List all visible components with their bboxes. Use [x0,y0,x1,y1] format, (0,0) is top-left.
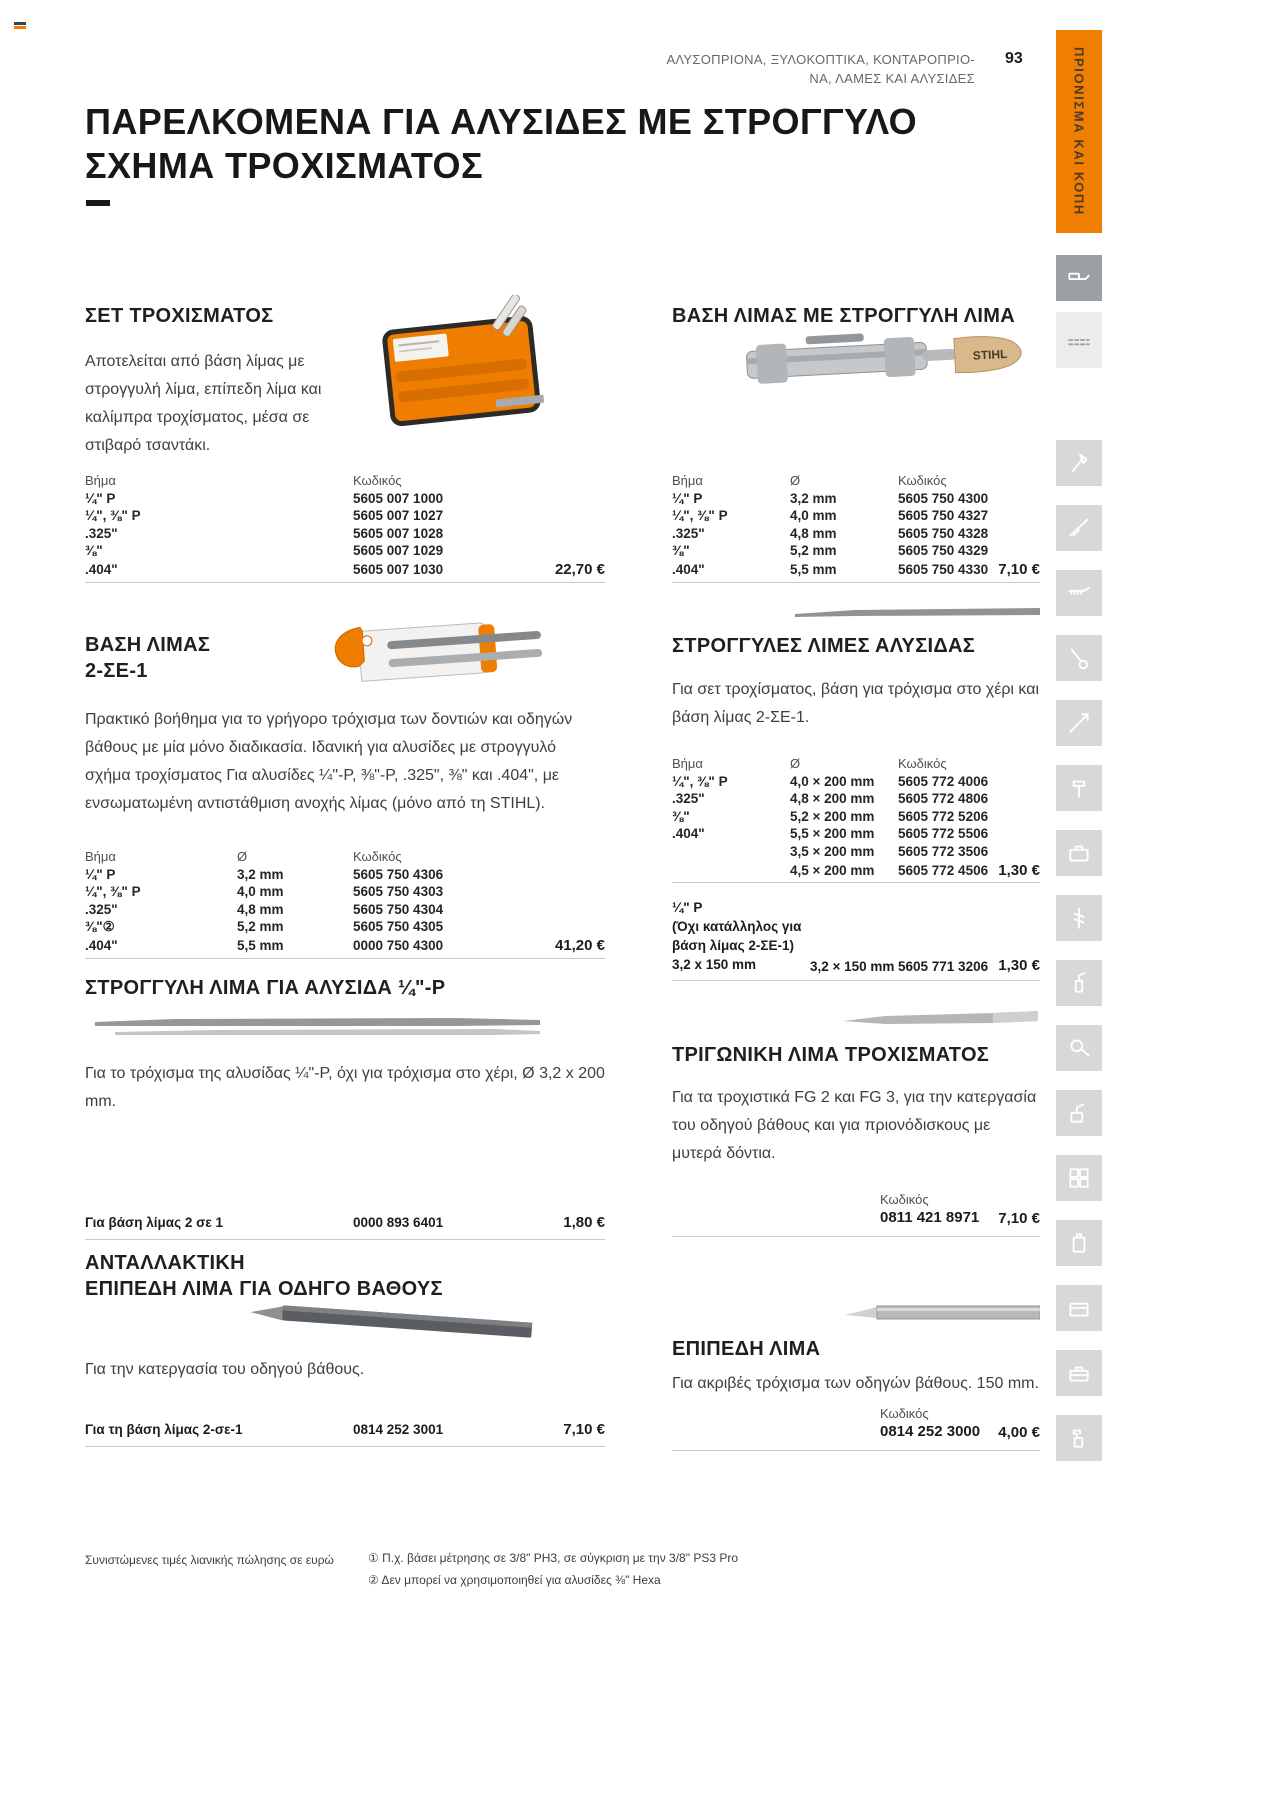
cell-step: ¼", ⅜" P [85,884,141,900]
sidebar-tab-label: ΠΡΙΟΝΙΣΜΑ ΚΑΙ ΚΟΠΗ [1071,47,1087,216]
cell-step: ¼" P [85,866,116,882]
cell-code: 5605 772 3506 [898,843,989,859]
section-desc-flat: Για ακριβές τρόχισμα των οδηγών βάθους. 150 mm. [672,1375,1039,1392]
sprayer-icon[interactable] [1056,960,1102,1006]
cell-step: ⅜" [85,543,103,559]
col-header-step: Βήμα [85,473,116,488]
section-title-sharpening-set: ΣΕΤ ΤΡΟΧΙΣΜΑΤΟΣ [85,305,274,327]
carrying-case-icon[interactable] [1056,830,1102,876]
category-line1: ΑΛΥΣΟΠΡΙΟΝΑ, ΞΥΛΟΚΟΠΤΙΚΑ, ΚΟΝΤΑΡΟΠΡΙΟ- [666,52,975,67]
col-header-step: Βήμα [672,756,703,771]
cell-diameter: 4,8 mm [237,901,284,917]
cell-code: 5605 772 4806 [898,791,989,807]
row-code: 0814 252 3001 [353,1422,444,1437]
table-row [672,791,1040,809]
table-row [672,508,1040,526]
table-row [85,902,605,920]
cell-step: ⅜" [672,543,690,559]
cell-code: 5605 007 1029 [353,543,444,559]
table-row [672,526,1040,544]
table-row [672,491,1040,509]
cell-step: .325" [85,525,118,541]
cell-code: 5605 750 4327 [898,508,989,524]
cell-step: ¼", ⅜" P [85,508,141,524]
section-desc-sharpening-set: Αποτελείται από βάση λίμας με στρογγυλή λίμα, επίπεδη λίμα και καλίμπρα τροχίσματος, μέσα σε στιβαρό τσαντάκι. [85,353,322,454]
table-row [85,937,605,955]
pole-pruner-icon[interactable] [1056,700,1102,746]
row-label: Για τη βάση λίμας 2-σε-1 [85,1422,243,1437]
table-header [672,473,1040,491]
section-desc-round-files: Για σετ τροχίσματος, βάση για τρόχισμα στο χέρι και βάση λίμας 2-ΣΕ-1. [672,681,1040,726]
round-files-special-row [672,898,1040,974]
cell-diameter: 5,5 mm [237,937,284,953]
section-title-spare-flat-line2: ΕΠΙΠΕΔΗ ΛΙΜΑ ΓΙΑ ΟΔΗΓΟ ΒΑΘΟΥΣ [85,1278,443,1300]
section-desc-triangular: Για τα τροχιστικά FG 2 και FG 3, για την κατεργασία του οδηγού βάθους και για πριονόδισκους με μυτερά δόντια. [672,1089,1037,1162]
hand-file-icon[interactable] [1056,505,1102,551]
cell-step: ⅜"② [85,919,115,935]
spray-bottle-icon[interactable] [1056,1415,1102,1461]
product-row [85,1421,605,1438]
section-title-2in1-line2: 2-ΣΕ-1 [85,660,148,682]
divider [85,582,605,583]
table-row [672,543,1040,561]
cell-code: 5605 750 4329 [898,543,989,559]
row-price: 1,80 € [563,1214,605,1231]
cell-code: 5605 772 5206 [898,808,989,824]
cell-code: 5605 771 3206 [898,959,989,974]
storage-box-icon[interactable] [1056,1285,1102,1331]
cell-step: .404" [85,561,118,577]
sharpening-set-image [380,295,545,445]
product-row [85,1214,605,1231]
cell-code: 5605 750 4304 [353,901,444,917]
cell-price: 7,10 € [998,560,1040,578]
hedge-trimmer-icon[interactable] [1056,570,1102,616]
section-title-spare-flat-line1: ΑΝΤΑΛΛΑΚΤΙΚΗ [85,1252,245,1274]
divider [672,1450,1040,1451]
shelf-grid-icon[interactable] [1056,1155,1102,1201]
cell-diameter: 4,5 × 200 mm [790,862,875,878]
cell-code: 5605 007 1000 [353,490,444,506]
section-title-spare-flat [85,1250,443,1302]
cell-step: .325" [672,791,705,807]
cell-step: ¼" P [85,490,116,506]
cell-diameter: 4,0 mm [790,508,837,524]
col-header-diameter: Ø [790,756,801,771]
flat-file-image [845,1293,1040,1334]
category-line2: ΝΑ, ΛΑΜΕΣ ΚΑΙ ΑΛΥΣΙΔΕΣ [809,71,975,86]
page-number: 93 [1005,50,1023,67]
footer-price-note: Συνιστώμενες τιμές λιανικής πώλησης σε ευρώ [85,1553,334,1567]
cell-diameter: 4,8 mm [790,525,837,541]
col-header-step: Βήμα [85,849,116,864]
cell-step: .404" [85,937,118,953]
chainsaw-icon[interactable] [1056,255,1102,301]
chain-icon[interactable] [1056,312,1102,368]
cell-diameter: 5,2 mm [790,543,837,559]
cell-diameter: 3,2 × 150 mm [810,959,895,974]
cell-price: 1,30 € [998,861,1040,879]
col-header-code: Κωδικός [898,473,947,488]
cell-diameter: 3,5 × 200 mm [790,843,875,859]
battery-icon[interactable] [1056,1220,1102,1266]
round-file-thin-image [795,606,1040,625]
sharpening-set-table [85,473,605,583]
cell-diameter: 4,0 × 200 mm [790,773,875,789]
table-row [85,543,605,561]
table-header [85,849,605,867]
cell-diameter: 5,2 mm [237,919,284,935]
divider [85,1446,605,1447]
cell-code: 5605 750 4303 [353,884,444,900]
round-file-image [95,1016,540,1045]
cell-code: 0000 750 4300 [353,937,444,953]
title-dash [86,200,110,206]
col-header-diameter: Ø [790,473,801,488]
cell-diameter: 5,5 mm [790,561,837,577]
table-row [85,491,605,509]
section-title-2in1-line1: ΒΑΣΗ ΛΙΜΑΣ [85,634,211,656]
table-row [672,774,1040,792]
table-header [672,756,1040,774]
cell-price: 41,20 € [554,936,605,954]
cell-step-multiline: ¼" P (Όχι κατάλληλος για βάση λίμας 2-ΣΕ-1) 3,2 x 150 mm [672,900,802,972]
cell-price: 1,30 € [998,957,1040,974]
col-header-step: Βήμα [672,473,703,488]
cell-step: ¼", ⅜" P [672,773,728,789]
table-row [672,862,1040,880]
base-round-table [672,473,1040,583]
divider [85,1239,605,1240]
divider [672,1236,1040,1237]
section-title-base-round: ΒΑΣΗ ΛΙΜΑΣ ΜΕ ΣΤΡΟΓΓΥΛΗ ΛΙΜΑ [672,305,1015,327]
col-header-diameter: Ø [237,849,248,864]
section-title-round-file-quarter: ΣΤΡΟΓΓΥΛΗ ΛΙΜΑ ΓΙΑ ΑΛΥΣΙΔΑ ¼"-P [85,977,446,999]
file-holder-round-image [745,308,1037,421]
table-row [85,919,605,937]
cell-code: 5605 750 4305 [353,919,444,935]
col-header-code: Κωδικός [353,849,402,864]
cell-code: 5605 750 4306 [353,866,444,882]
divider [672,980,1040,981]
round-files-table [672,756,1040,883]
blower-icon[interactable] [1056,1025,1102,1071]
section-title-flat: ΕΠΙΠΕΔΗ ΛΙΜΑ [672,1338,821,1360]
pressure-washer-icon[interactable] [1056,1090,1102,1136]
footnote-1: ① Π.χ. βάσει μέτρησης σε 3/8" PH3, σε σύγκριση με την 3/8" PS3 Pro [368,1551,739,1565]
code-value: 0814 252 3000 [880,1423,981,1440]
section-price: 4,00 € [998,1424,1040,1441]
table-row [672,844,1040,862]
section-desc-2in1: Πρακτικό βοήθημα για το γρήγορο τρόχισμα των δοντιών και οδηγών βάθους με μία μόνο διαδικασία. Ιδανική για αλυσίδες με στρογγυλό σχήμα τροχίσματος Για αλυσίδες ¼"-P, ⅜"-P, .325", ⅜" και .404", με ενσωματωμένη αντιστάθμιση ανοχής λίμας (μόνο από τη STIHL). [85,711,573,812]
axe-icon[interactable] [1056,440,1102,486]
cell-diameter: 4,8 × 200 mm [790,791,875,807]
section-title-round-files: ΣΤΡΟΓΓΥΛΕΣ ΛΙΜΕΣ ΑΛΥΣΙΔΑΣ [672,635,976,657]
triangular-file-image [843,1008,1038,1035]
code-value: 0811 421 8971 [880,1209,980,1226]
cell-step: .404" [672,561,705,577]
code-label: Κωδικός [880,1406,929,1421]
cell-diameter: 4,0 mm [237,884,284,900]
table-row [672,561,1040,579]
page-marker-icon [14,22,26,29]
category-breadcrumb [500,50,975,88]
section-price: 7,10 € [998,1210,1040,1227]
col-header-code: Κωδικός [898,756,947,771]
page-title-line1: ΠΑΡΕΛΚΟΜΕΝΑ ΓΙΑ ΑΛΥΣΙΔΕΣ ΜΕ ΣΤΡΟΓΓΥΛΟ [85,101,918,142]
brushcutter-icon[interactable] [1056,635,1102,681]
divider [672,882,1040,883]
section-desc-round-file-quarter: Για το τρόχισμα της αλυσίδας ¼"-P, όχι για τρόχισμα στο χέρι, Ø 3,2 x 200 mm. [85,1065,605,1110]
row-price: 7,10 € [563,1421,605,1438]
cell-step: .404" [672,826,705,842]
cell-code: 5605 007 1027 [353,508,444,524]
cell-code: 5605 007 1028 [353,525,444,541]
divider [85,958,605,959]
divider [672,582,1040,583]
cell-code: 5605 007 1030 [353,561,444,577]
code-label: Κωδικός [880,1192,929,1207]
cell-step: ¼" P [672,490,703,506]
hammer-icon[interactable] [1056,765,1102,811]
table-row [85,867,605,885]
table-row [85,526,605,544]
row-code: 0000 893 6401 [353,1215,444,1230]
footnote-2: ② Δεν μπορεί να χρησιμοποιηθεί για αλυσίδες ⅜" Hexa [368,1573,661,1587]
cell-code: 5605 750 4300 [898,490,989,506]
section-title-2in1 [85,632,210,684]
section-desc-spare-flat: Για την κατεργασία του οδηγού βάθους. [85,1361,365,1378]
cell-diameter: 5,5 × 200 mm [790,826,875,842]
cell-diameter: 3,2 mm [237,866,284,882]
table-row [672,826,1040,844]
cell-diameter: 5,2 × 200 mm [790,808,875,824]
cell-step: ¼", ⅜" P [672,508,728,524]
cell-diameter: 3,2 mm [790,490,837,506]
cell-code: 5605 750 4328 [898,525,989,541]
toolbox-icon[interactable] [1056,1350,1102,1396]
cell-step: ⅜" [672,808,690,824]
handle-brand-text: STIHL [972,346,1008,363]
cell-code: 5605 772 4506 [898,862,989,878]
cell-code: 5605 750 4330 [898,561,989,577]
cell-step: .325" [672,525,705,541]
col-header-code: Κωδικός [353,473,402,488]
table-row [85,561,605,579]
table-row [85,508,605,526]
spare-flat-file-image [250,1300,535,1349]
page-title [85,100,917,188]
table-row [85,884,605,902]
cell-code: 5605 772 5506 [898,826,989,842]
sidebar-tab-sawing-cutting[interactable] [1056,30,1102,233]
cell-code: 5605 772 4006 [898,773,989,789]
file-holder-2in1-table [85,849,605,959]
section-title-triangular: ΤΡΙΓΩΝΙΚΗ ΛΙΜΑ ΤΡΟΧΙΣΜΑΤΟΣ [672,1044,990,1066]
table-header [85,473,605,491]
cell-step: .325" [85,901,118,917]
row-label: Για βάση λίμας 2 σε 1 [85,1215,223,1230]
file-holder-2in1-image [330,610,545,703]
page-title-line2: ΣΧΗΜΑ ΤΡΟΧΙΣΜΑΤΟΣ [85,145,483,186]
table-row [672,809,1040,827]
cell-price: 22,70 € [554,560,605,578]
earth-auger-icon[interactable] [1056,895,1102,941]
